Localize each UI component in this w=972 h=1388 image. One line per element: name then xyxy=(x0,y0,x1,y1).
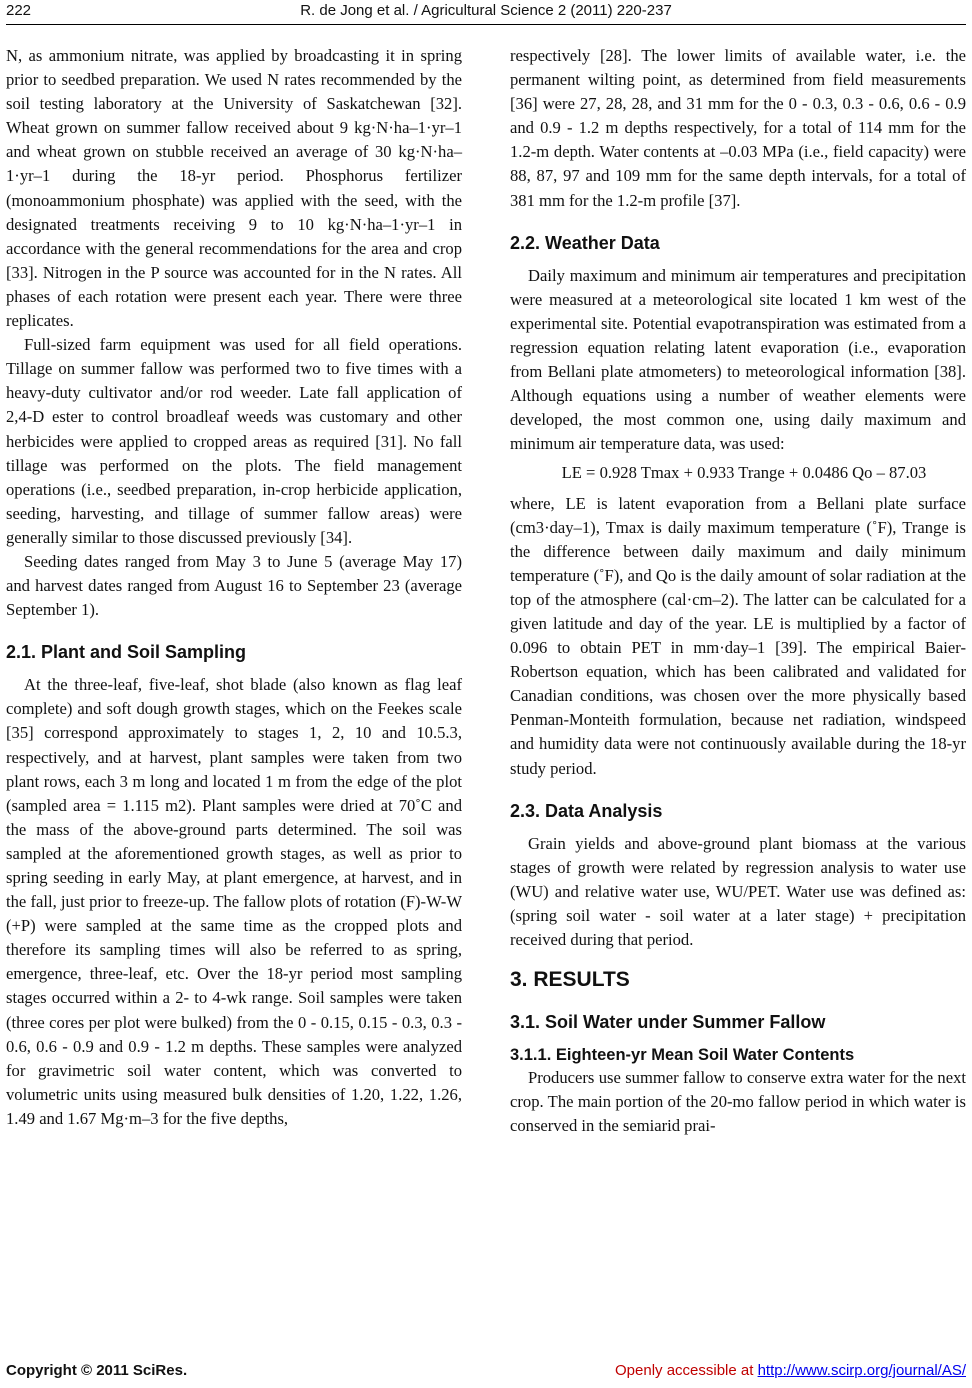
heading-results: 3. RESULTS xyxy=(510,968,630,992)
heading-weather-data: 2.2. Weather Data xyxy=(510,232,660,253)
heading-soil-water-fallow: 3.1. Soil Water under Summer Fallow xyxy=(510,1012,826,1033)
open-access-notice xyxy=(615,1362,966,1379)
paragraph-fertilizer: N, as ammonium nitrate, was applied by broadcasting it in spring prior to seedbed preparation. We used N rates recommended by the soil testing laboratory at the University of Saskatchewan [32]. Wheat grown on summer fallow received about 9 kg·N·ha–1·yr–1 and wheat grown on stubble received an average of 30 kg·N·ha–1·yr–1 during the 18-yr period. Phosphorus fertilizer (monoammonium phosphate) was applied with the seed, with the designated treatments receiving 9 to 10 kg·N·ha–1·yr–1 in accordance with the general recommendations for the area and crop [33]. Nitrogen in the P source was accounted for in the N rates. All phases of each rotation were present each year. There were three replicates. xyxy=(6,46,462,331)
paragraph-equation-terms: where, LE is latent evaporation from a Bellani plate surface (cm3·day–1), Tmax is daily maximum temperature (˚F), Trange is the difference between daily maximum and daily minimum temperature (˚F), and Qo is the daily amount of solar radiation at the top of the atmosphere (cal·cm–2). The latter can be calculated for a given latitude and day of the year. LE is multiplied by a factor of 0.096 to obtain PET in mm·day–1 [39]. The empirical Baier-Robertson equation, which has been calibrated and validated for Canadian conditions, was chosen over the more physically based Penman-Monteith formulation, because net radiation, windspeed and humidity data were not continuously available during the 18-yr study period. xyxy=(510,493,966,778)
heading-plant-soil-sampling: 2.1. Plant and Soil Sampling xyxy=(6,642,247,663)
page-footer xyxy=(6,1362,966,1384)
page-number: 222 xyxy=(6,2,32,19)
paragraph-weather: Daily maximum and minimum air temperatures and precipitation were measured at a meteorological site located 1 km west of the experimental site. Potential evapotranspiration was estimated from a regression equation relating latent evaporation (i.e., evaporation from Bellani plate atmometers) to meteorological information [38]. Although equations using a number of weather elements were developed, the most common one, using daily maximum and minimum air temperature data, was used: xyxy=(510,265,966,454)
paragraph-equipment: Full-sized farm equipment was used for all field operations. Tillage on summer fallow was performed two to five times with a heavy-duty cultivator and/or rod weeder. Late fall application of 2,4-D ester to control broadleaf weeds was customary and other herbicides were applied to cropped areas as required [31]. No fall tillage was performed on the plots. The field management operations (i.e., seedbed preparation, in-crop herbicide application, seeding, harvesting, and tillage of summer fallow areas) were generally similar to those discussed previously [34]. xyxy=(6,335,462,547)
journal-link[interactable]: http://www.scirp.org/journal/AS/ xyxy=(757,1362,966,1379)
left-column xyxy=(6,44,462,1131)
header-rule xyxy=(6,24,966,25)
running-header xyxy=(6,2,966,24)
right-column xyxy=(510,44,966,1138)
running-title: R. de Jong et al. / Agricultural Science 2 (2011) 220-237 xyxy=(300,2,672,19)
open-access-label: Openly accessible at xyxy=(615,1362,758,1379)
paragraph-summer-fallow: Producers use summer fallow to conserve extra water for the next crop. The main portion of the 20-mo fallow period in which water is conserved in the semiarid prai- xyxy=(510,1068,966,1136)
copyright-notice: Copyright © 2011 SciRes. xyxy=(6,1362,188,1379)
equation-latent-evaporation: LE = 0.928 Tmax + 0.933 Trange + 0.0486 Qo – 87.03 xyxy=(561,463,927,483)
heading-data-analysis: 2.3. Data Analysis xyxy=(510,800,663,821)
paragraph-sampling: At the three-leaf, five-leaf, shot blade (also known as flag leaf complete) and soft dough growth stages, which on the Feekes scale [35] correspond approximately to stages 1, 2, 10 and 10.5.3, respectively, and at harvest, plant samples were taken from two plant rows, each 3 m long and located 1 m from the edge of the plot (sampled area = 1.115 m2). Plant samples were dried at 70˚C and the mass of the above-ground parts determined. The soil was sampled at the aforementioned growth stages, as well as prior to spring seeding in early May, at plant emergence, at harvest, and in the fall, just prior to freeze-up. The fallow plots of rotation (F)-W-W (+P) were sampled at the same time as the cropped plots and therefore its sampling times will also be referred to as spring, emergence, three-leaf, etc. Over the 18-yr period most sampling stages occurred within a 2- to 4-wk range. Soil samples were taken (three cores per plot were bulked) from the 0 - 0.15, 0.15 - 0.3, 0.3 - 0.6, 0.6 - 0.9 and 0.9 - 1.2 m depths. These samples were analyzed for gravimetric soil water content, which was converted to volumetric units using measured bulk densities of 1.20, 1.22, 1.26, 1.49 and 1.67 Mg·m–3 for the five depths, xyxy=(6,675,462,1128)
paragraph-data-analysis: Grain yields and above-ground plant biomass at the various stages of growth were related by regression analysis to water use (WU) and relative water use, WU/PET. Water use was defined as: (spring soil water - soil water at a later stage) + precipitation received during that period. xyxy=(510,833,966,949)
heading-mean-soil-water: 3.1.1. Eighteen-yr Mean Soil Water Contents xyxy=(510,1046,855,1065)
paragraph-dates: Seeding dates ranged from May 3 to June 5 (average May 17) and harvest dates ranged from August 16 to September 23 (average September 1). xyxy=(6,551,462,620)
paragraph-wilting-point: respectively [28]. The lower limits of available water, i.e. the permanent wilting point, as determined from field measurements [36] were 27, 28, 28, and 31 mm for the 0 - 0.3, 0.3 - 0.6, 0.6 - 0.9 and 0.9 - 1.2 m depths respectively, for a total of 114 mm for the 1.2-m depth. Water contents at –0.03 MPa (i.e., field capacity) were 88, 87, 97 and 109 mm for the same depth intervals, for a total of 381 mm for the 1.2-m profile [37]. xyxy=(510,46,966,210)
